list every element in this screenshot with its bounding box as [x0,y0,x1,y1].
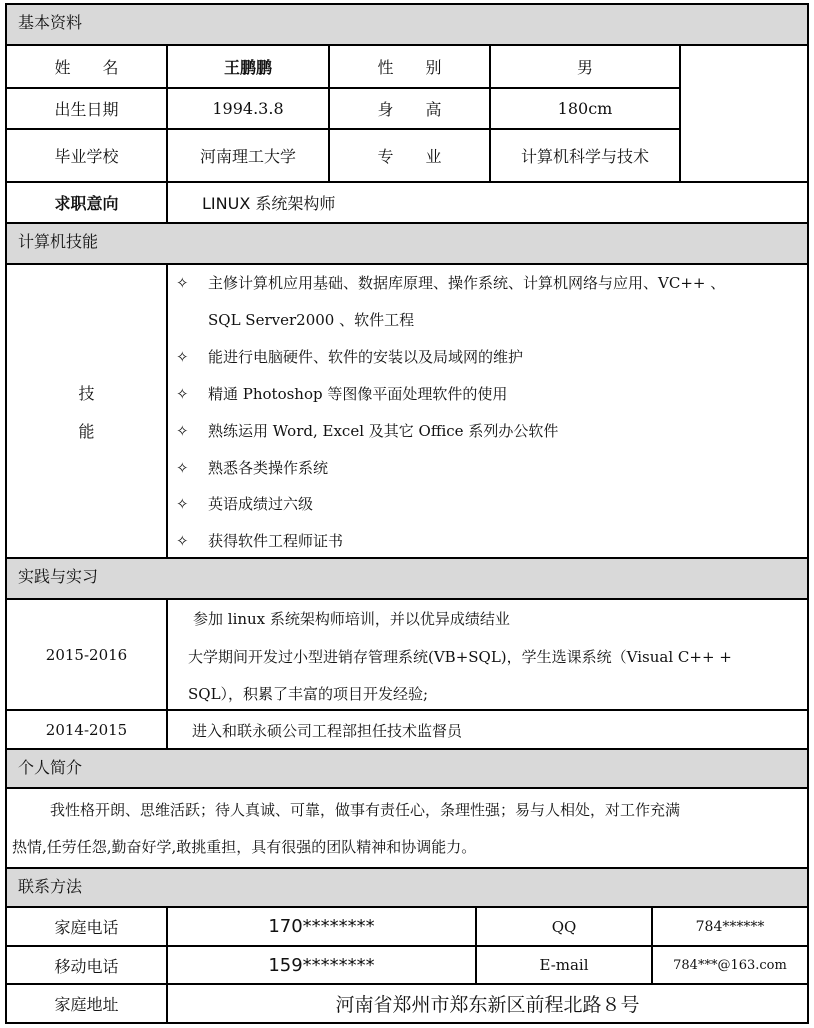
section-title-skills: 计算机技能 [18,232,99,251]
section-title-intro: 个人简介 [18,758,83,777]
major-label: 专 业 [377,147,442,166]
gender-label: 性 别 [377,58,442,77]
skill-item: ✧ 熟悉各类操作系统 [176,459,329,477]
practice-line: 大学期间开发过小型进销存管理系统(VB+SQL)，学生选课系统（Visual C++ + [188,648,732,666]
qq-label: QQ [551,917,577,936]
job-intent-value: LINUX 系统架构师 [202,194,336,213]
practice-line: SQL），积累了丰富的项目开发经验; [188,685,429,703]
section-header-practice [6,558,808,598]
skills-label-line1: 技 [78,383,95,403]
bullet-icon: ✧ [176,422,189,440]
home-phone-label: 家庭电话 [54,918,119,937]
section-title-contact: 联系方法 [18,877,83,896]
section-header-skills [6,223,808,263]
practice-period-1: 2015-2016 [45,645,128,664]
gender-value: 男 [576,58,593,77]
bullet-icon: ✧ [176,385,189,403]
email-label: E-mail [539,956,589,974]
bullet-icon: ✧ [176,459,189,477]
bullet-icon: ✧ [176,532,189,550]
school-label: 毕业学校 [54,147,119,166]
skill-item: ✧ 熟练运用 Word, Excel 及其它 Office 系列办公软件 [176,422,559,440]
height-value: 180cm [557,99,613,118]
section-header-intro [6,749,808,787]
height-label: 身 高 [377,100,442,119]
skill-item: ✧ 主修计算机应用基础、数据库原理、操作系统、计算机网络与应用、VC++ 、 [176,274,726,292]
intro-line-1: 我性格开朗、思维活跃；待人真诚、可靠，做事有责任心，条理性强；易与人相处，对工作充满 [50,801,681,819]
major-value: 计算机科学与技术 [520,147,649,166]
intro-line-2: 热情,任劳任怨,勤奋好学,敢挑重担，具有很强的团队精神和协调能力。 [12,838,477,856]
bullet-icon: ✧ [176,348,189,366]
job-intent-label: 求职意向 [54,194,119,213]
skills-label-line2: 能 [78,421,95,441]
birth-value: 1994.3.8 [212,99,284,118]
skill-item: ✧ 英语成绩过六级 [176,495,314,513]
home-phone-value: 170******** [268,916,375,937]
address-label: 家庭地址 [54,995,119,1014]
skill-item-continuation: SQL Server2000 、软件工程 [208,311,415,329]
section-header-contact [6,868,808,906]
practice-line: 参加 linux 系统架构师培训，并以优异成绩结业 [193,610,510,628]
skill-item: ✧ 获得软件工程师证书 [176,532,344,550]
address-value: 河南省郑州市郑东新区前程北路８号 [335,994,640,1016]
name-value: 王鹏鹏 [223,58,272,77]
email-value: 784***@163.com [673,957,787,973]
skill-item: ✧ 能进行电脑硬件、软件的安装以及局域网的维护 [176,348,524,366]
skill-item: ✧ 精通 Photoshop 等图像平面处理软件的使用 [176,385,508,403]
qq-value: 784****** [695,918,765,935]
section-title-practice: 实践与实习 [18,567,99,586]
bullet-icon: ✧ [176,495,189,513]
section-header-basic [6,4,808,44]
section-title-basic: 基本资料 [18,13,83,32]
mobile-label: 移动电话 [54,956,119,976]
mobile-value: 159******** [268,954,375,976]
practice-line: 进入和联永硕公司工程部担任技术监督员 [192,722,463,740]
bullet-icon: ✧ [176,274,189,292]
birth-label: 出生日期 [54,100,119,119]
school-value: 河南理工大学 [199,147,296,166]
name-label: 姓 名 [54,58,119,77]
practice-period-2: 2014-2015 [45,720,128,739]
